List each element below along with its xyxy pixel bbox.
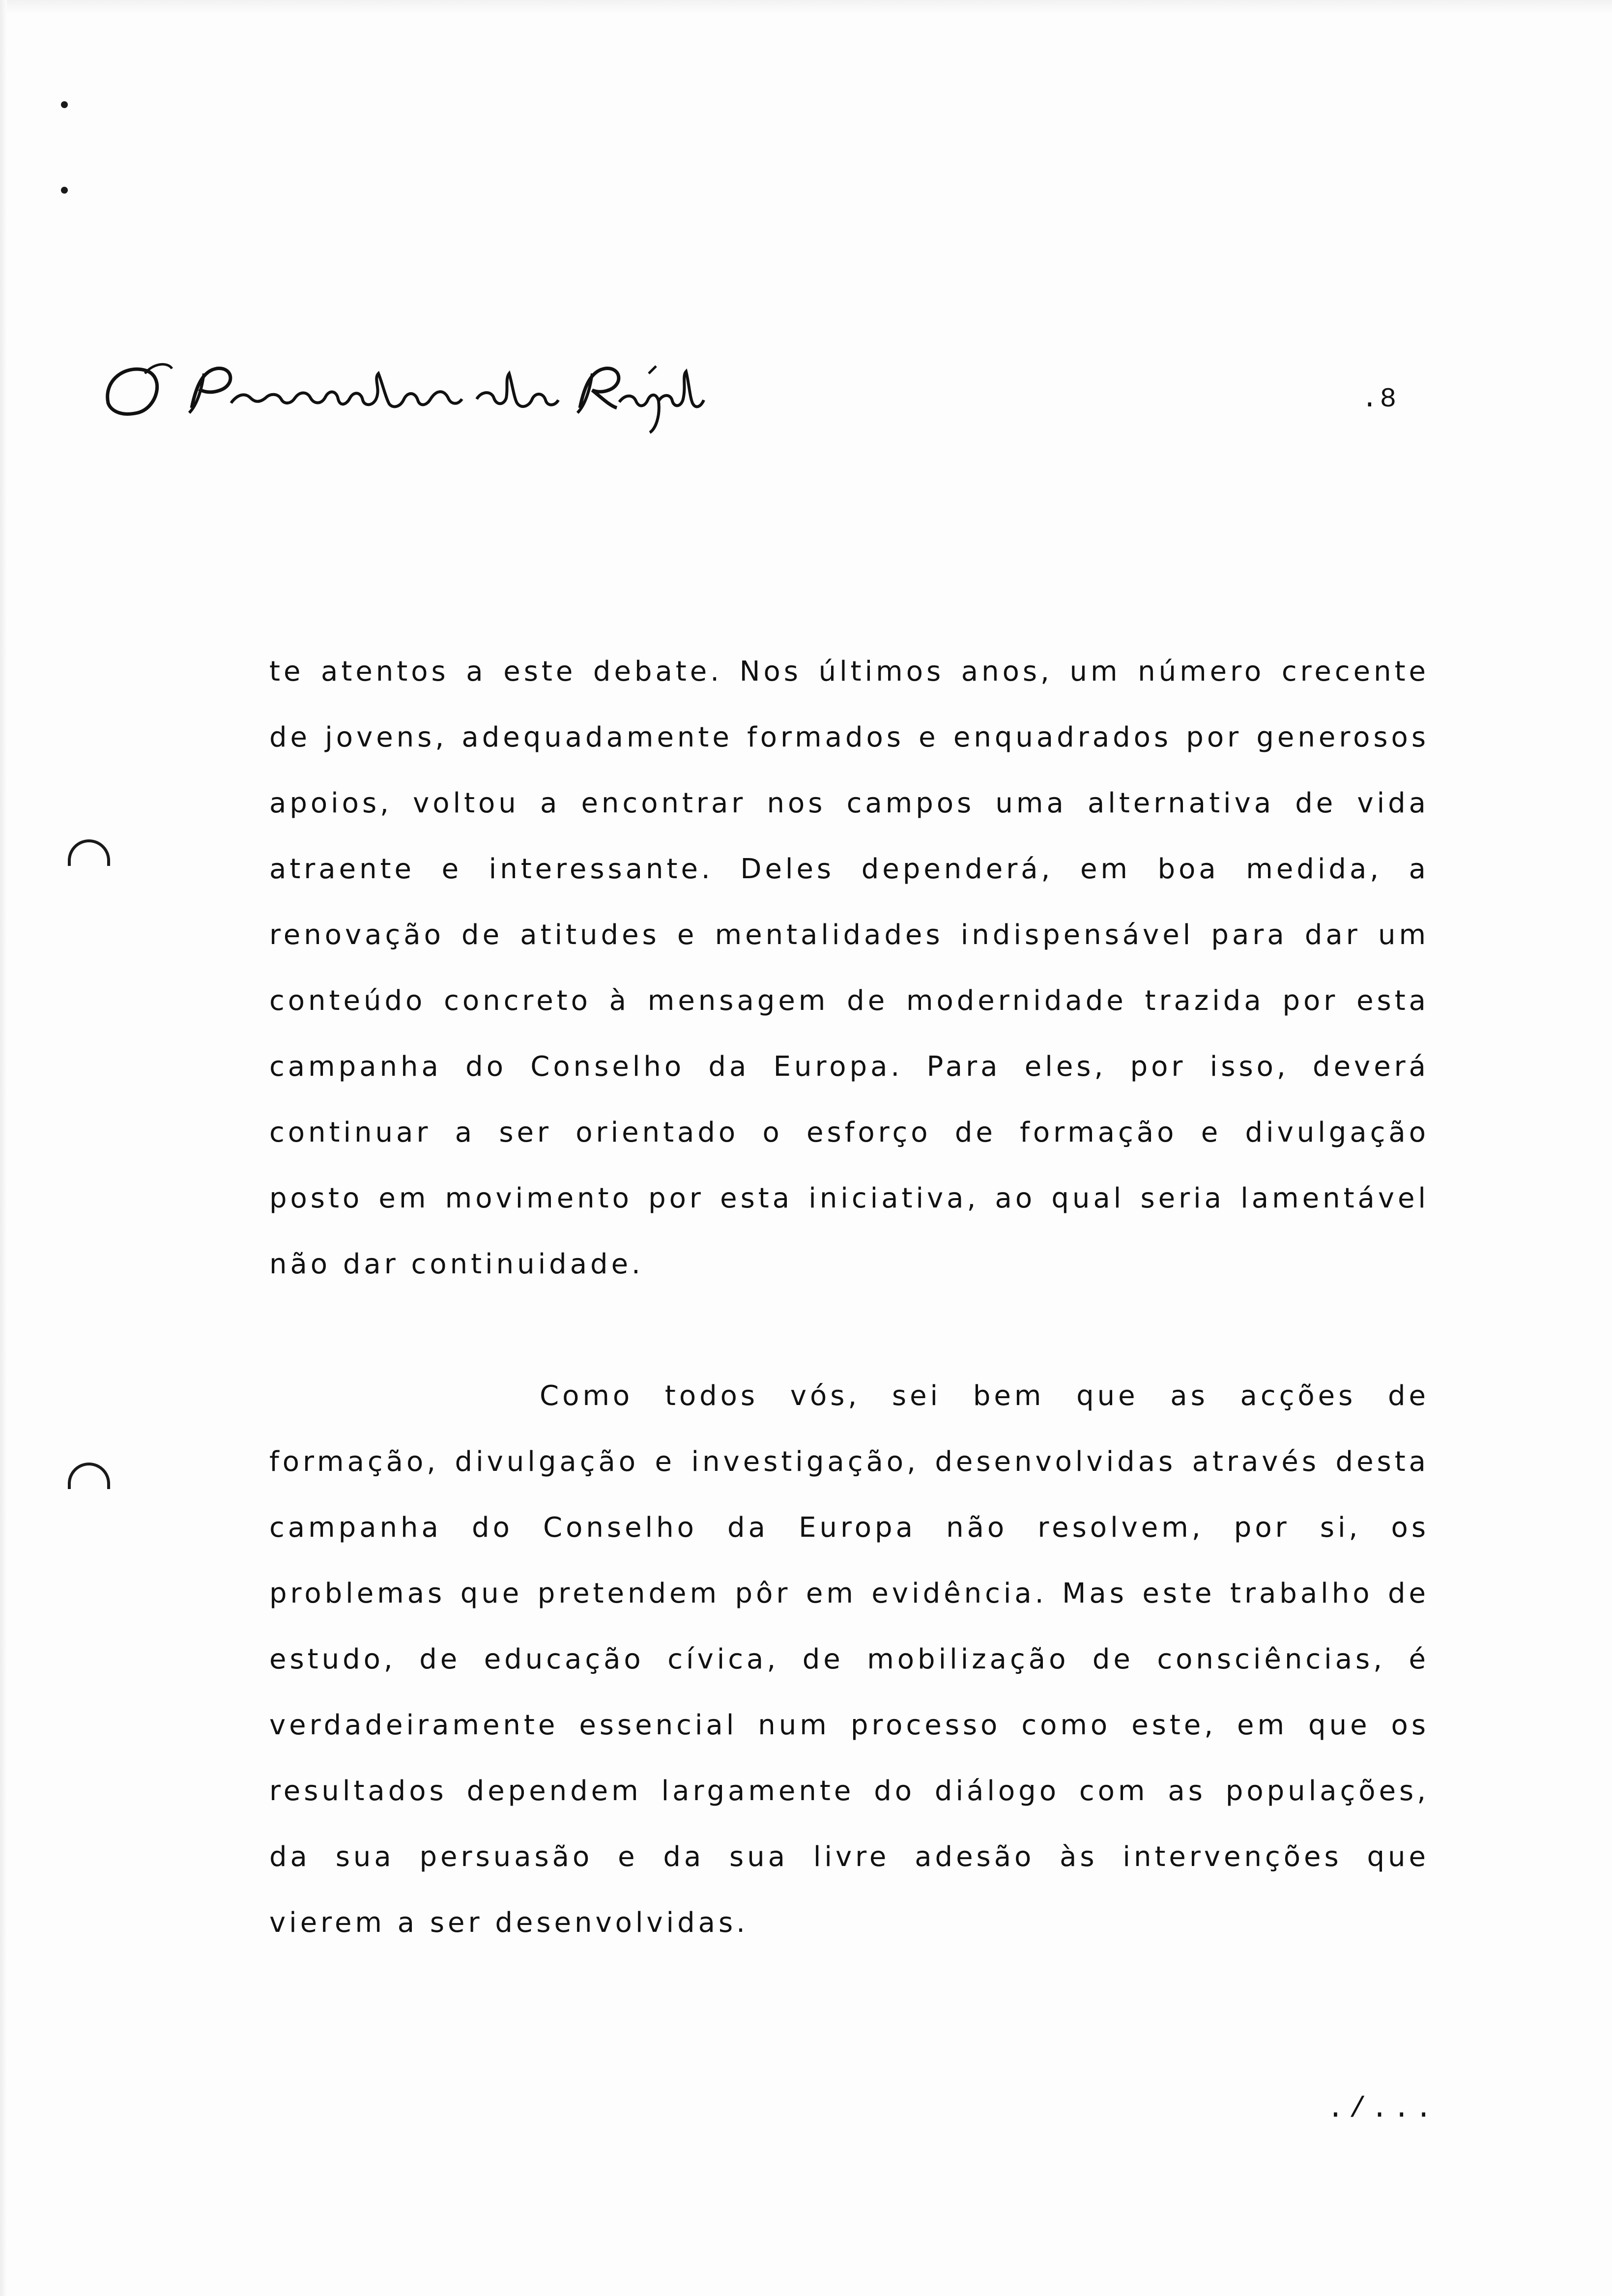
scan-edge-left xyxy=(0,0,7,2296)
letterhead-script-image xyxy=(98,344,708,437)
paragraph: te atentos a este debate. Nos últimos anos, um número crecente de jovens, adequadamente formados e enquadrados por generosos apoios, voltou a encontrar nos campos uma alternativa de vida atraente e interessante. Deles dependerá, em boa medida, a renovação de atitudes e mentalidades indispensável para dar um conteúdo concreto à mensagem de modernidade trazida por esta campanha do Conselho da Europa. Para eles, por isso, deverá continuar a ser orientado o esforço de formação e divulgação posto em movimento por esta iniciativa, ao qual seria lamentável não dar continuidade. xyxy=(269,656,1429,1280)
binder-hole-mark xyxy=(68,839,110,866)
body-text xyxy=(269,639,1429,1956)
letterhead-signature-logo xyxy=(98,344,708,437)
continuation-mark: ./... xyxy=(1327,2094,1438,2125)
punch-dot xyxy=(61,187,68,194)
scan-edge-top xyxy=(0,0,1612,14)
punch-dot xyxy=(61,101,68,108)
page-number: .8 xyxy=(1361,383,1399,415)
paragraph: Como todos vós, sei bem que as acções de formação, divulgação e investigação, desenvolvidas através desta campanha do Conselho da Europa não resolvem, por si, os problemas que pretendem pôr em evidência. Mas este trabalho de estudo, de educação cívica, de mobilização de consciências, é verdadeiramente essencial num processo como este, em que os resultados dependem largamente do diálogo com as populações, da sua persuasão e da sua livre adesão às intervenções que vierem a ser desenvolvidas. xyxy=(269,1380,1429,1939)
binder-hole-mark xyxy=(68,1463,110,1489)
